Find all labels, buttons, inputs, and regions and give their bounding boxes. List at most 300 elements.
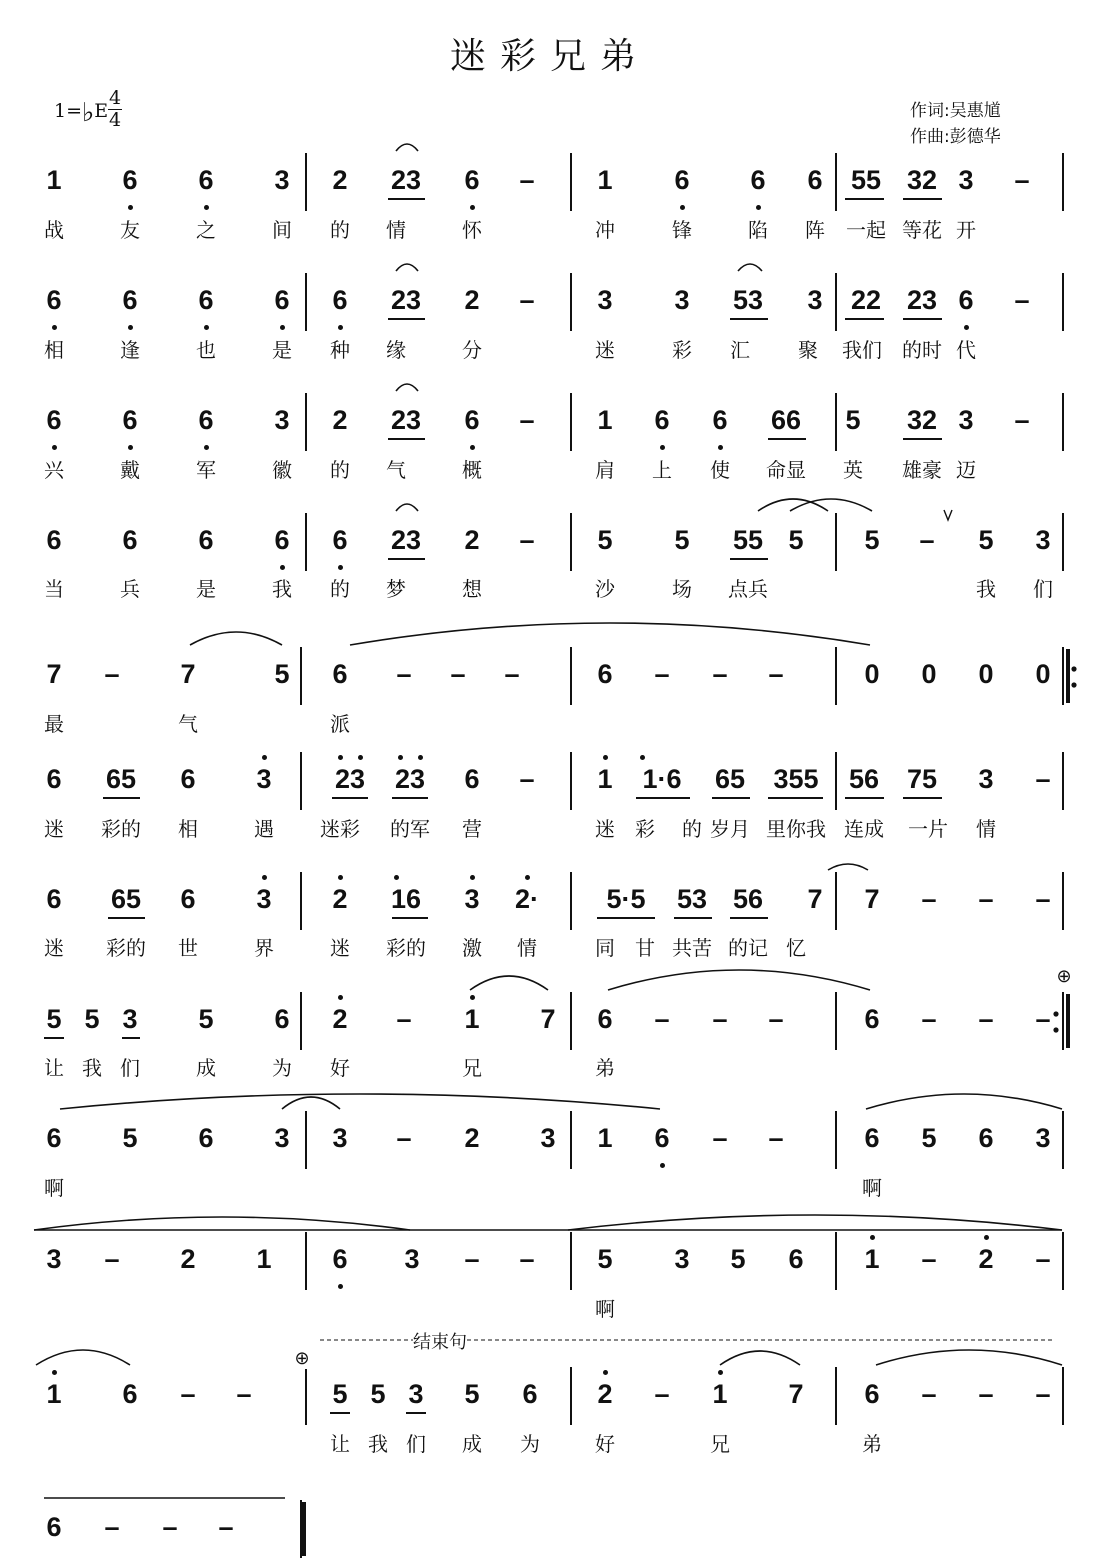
lyric-syllable: 缘 bbox=[386, 338, 406, 362]
lyric-syllable: 成 bbox=[462, 1432, 482, 1456]
repeat-dot bbox=[1071, 666, 1076, 671]
note: 16 bbox=[390, 884, 422, 914]
lyric-syllable: 怀 bbox=[462, 218, 482, 242]
note: 2 bbox=[464, 285, 480, 315]
note: 6 bbox=[750, 165, 766, 195]
note: – bbox=[236, 1379, 252, 1409]
note: 1 bbox=[597, 764, 613, 794]
lyric-syllable: 的 bbox=[330, 577, 350, 601]
lyric-syllable: 点兵 bbox=[728, 577, 768, 601]
note: 32 bbox=[906, 165, 938, 195]
slur-arc bbox=[720, 1351, 800, 1365]
lyric-syllable: 共苦 bbox=[672, 936, 712, 960]
note: – bbox=[768, 659, 784, 689]
lyric-syllable: 气 bbox=[178, 712, 198, 736]
note: 1 bbox=[597, 165, 613, 195]
note: 6 bbox=[46, 405, 62, 435]
lyric-syllable: 友 bbox=[120, 218, 140, 242]
note: 65 bbox=[110, 884, 142, 914]
note: 6 bbox=[332, 659, 348, 689]
note: 6 bbox=[597, 1004, 613, 1034]
note: 5 bbox=[464, 1379, 480, 1409]
note: 3 bbox=[256, 884, 272, 914]
lyric-syllable: 等花 bbox=[902, 218, 942, 242]
note: 6 bbox=[122, 285, 138, 315]
lyric-syllable: 命显 bbox=[766, 458, 806, 482]
note: – bbox=[654, 1379, 670, 1409]
lyric-syllable: 上 bbox=[652, 458, 672, 482]
note: – bbox=[104, 1512, 120, 1542]
slur-arc bbox=[470, 976, 548, 990]
note: 6 bbox=[332, 525, 348, 555]
lyric-syllable: 的 bbox=[682, 817, 702, 841]
lyric-syllable: 同 bbox=[595, 936, 615, 960]
note: 2· bbox=[514, 884, 540, 914]
note: – bbox=[712, 1123, 728, 1153]
note: – bbox=[921, 1379, 937, 1409]
lyric-syllable: 军 bbox=[196, 458, 216, 482]
note: – bbox=[1035, 1379, 1051, 1409]
lyric-syllable: 们 bbox=[406, 1432, 426, 1456]
note: 6 bbox=[864, 1379, 880, 1409]
note: – bbox=[1014, 405, 1030, 435]
lyric-syllable: 啊 bbox=[595, 1297, 615, 1321]
note: 1 bbox=[46, 1379, 62, 1409]
note: 6 bbox=[864, 1123, 880, 1153]
note: 1·6 bbox=[642, 764, 682, 794]
note: 1 bbox=[46, 165, 62, 195]
note: 2 bbox=[332, 1004, 348, 1034]
note: 6 bbox=[332, 285, 348, 315]
lyric-syllable: 开 bbox=[956, 218, 976, 242]
note: 23 bbox=[334, 764, 366, 794]
slur-arc bbox=[36, 1350, 130, 1365]
note: 6 bbox=[180, 884, 196, 914]
lyric-syllable: 肩 bbox=[595, 458, 615, 482]
lyric-syllable: 是 bbox=[196, 577, 216, 601]
note: 3 bbox=[274, 405, 290, 435]
note: 3 bbox=[332, 1123, 348, 1153]
lyric-syllable: 兵 bbox=[120, 577, 140, 601]
note: 5 bbox=[730, 1244, 746, 1274]
note: 6 bbox=[46, 884, 62, 914]
lyric-syllable: 梦 bbox=[386, 577, 406, 601]
note: 32 bbox=[906, 405, 938, 435]
lyric-syllable: 兄 bbox=[462, 1056, 482, 1080]
lyric-syllable: 徽 bbox=[272, 458, 292, 482]
lyric-syllable: 让 bbox=[44, 1056, 64, 1080]
lyric-syllable: 分 bbox=[462, 338, 482, 362]
note: – bbox=[712, 659, 728, 689]
note: 6 bbox=[958, 285, 974, 315]
lyric-syllable: 的时 bbox=[902, 338, 942, 362]
note: 6 bbox=[274, 285, 290, 315]
lyric-syllable: 聚 bbox=[798, 338, 818, 362]
note: 2 bbox=[332, 405, 348, 435]
lyric-syllable: 啊 bbox=[862, 1176, 882, 1200]
note: 3 bbox=[540, 1123, 556, 1153]
lyric-syllable: 里你我 bbox=[766, 817, 826, 841]
note: – bbox=[464, 1244, 480, 1274]
lyric-syllable: 一片 bbox=[908, 817, 948, 841]
note: 2 bbox=[332, 165, 348, 195]
note: 5 bbox=[845, 405, 861, 435]
note: – bbox=[104, 1244, 120, 1274]
note: 1 bbox=[597, 405, 613, 435]
lyric-syllable: 情 bbox=[386, 218, 406, 242]
note: – bbox=[519, 165, 535, 195]
note: – bbox=[712, 1004, 728, 1034]
note: 6 bbox=[198, 525, 214, 555]
lyric-syllable: 间 bbox=[272, 218, 292, 242]
note: – bbox=[180, 1379, 196, 1409]
note: 3 bbox=[274, 1123, 290, 1153]
slur-arc bbox=[350, 623, 870, 645]
lyric-syllable: 的 bbox=[330, 458, 350, 482]
note: 55 bbox=[732, 525, 764, 555]
slur-arc bbox=[396, 144, 418, 151]
coda-sign: ⊕ bbox=[294, 1348, 310, 1369]
lyric-syllable: 界 bbox=[254, 936, 274, 960]
lyric-syllable: 代 bbox=[956, 338, 976, 362]
slur-arc bbox=[738, 264, 762, 271]
note: 6 bbox=[122, 525, 138, 555]
note: 3 bbox=[404, 1244, 420, 1274]
note: 7 bbox=[180, 659, 196, 689]
note: 6 bbox=[654, 405, 670, 435]
lyric-syllable: 营 bbox=[462, 817, 482, 841]
note: – bbox=[218, 1512, 234, 1542]
note: 3 bbox=[674, 285, 690, 315]
note: 5 bbox=[597, 1244, 613, 1274]
note: 6 bbox=[198, 285, 214, 315]
note: 2 bbox=[180, 1244, 196, 1274]
lyric-syllable: 迷彩 bbox=[320, 817, 360, 841]
note: 0 bbox=[864, 659, 880, 689]
lyric-syllable: 我 bbox=[82, 1056, 102, 1080]
note: 2 bbox=[464, 525, 480, 555]
note: 6 bbox=[198, 1123, 214, 1153]
key-signature: 1=♭E bbox=[54, 98, 109, 128]
note: 5 bbox=[46, 1004, 62, 1034]
slur-arc bbox=[34, 1217, 410, 1230]
lyric-syllable: 好 bbox=[595, 1432, 615, 1456]
note: 6 bbox=[464, 165, 480, 195]
note: 5 bbox=[674, 525, 690, 555]
lyric-syllable: 战 bbox=[44, 218, 64, 242]
note: 2 bbox=[597, 1379, 613, 1409]
lyric-syllable: 啊 bbox=[44, 1176, 64, 1200]
lyric-syllable: 成 bbox=[196, 1056, 216, 1080]
note: 2 bbox=[978, 1244, 994, 1274]
note: 5 bbox=[788, 525, 804, 555]
note: 6 bbox=[46, 1512, 62, 1542]
note: 2 bbox=[464, 1123, 480, 1153]
note: 3 bbox=[256, 764, 272, 794]
note: – bbox=[519, 764, 535, 794]
lyric-syllable: 冲 bbox=[595, 218, 615, 242]
note: – bbox=[396, 659, 412, 689]
note: 6 bbox=[122, 1379, 138, 1409]
lyric-syllable: 当 bbox=[44, 577, 64, 601]
note: 3 bbox=[46, 1244, 62, 1274]
lyric-syllable: 沙 bbox=[595, 577, 615, 601]
composer-credit: 作曲:彭德华 bbox=[910, 127, 1001, 147]
lyric-syllable: 场 bbox=[672, 577, 692, 601]
breath-mark bbox=[944, 510, 952, 520]
note: 6 bbox=[46, 1123, 62, 1153]
slur-arc bbox=[396, 384, 418, 391]
note: 6 bbox=[807, 165, 823, 195]
note: – bbox=[519, 285, 535, 315]
note: – bbox=[978, 1379, 994, 1409]
note: – bbox=[450, 659, 466, 689]
coda-sign: ⊕ bbox=[1056, 966, 1072, 987]
note: 6 bbox=[198, 405, 214, 435]
note: 75 bbox=[906, 764, 938, 794]
note: 5 bbox=[274, 659, 290, 689]
lyric-syllable: 世 bbox=[178, 936, 198, 960]
note: 23 bbox=[390, 525, 422, 555]
note: 1 bbox=[464, 1004, 480, 1034]
note: 65 bbox=[714, 764, 746, 794]
note: 5 bbox=[84, 1004, 100, 1034]
note: 6 bbox=[122, 165, 138, 195]
note: 1 bbox=[864, 1244, 880, 1274]
lyric-syllable: 迷 bbox=[595, 817, 615, 841]
lyric-syllable: 的 bbox=[330, 218, 350, 242]
note: 6 bbox=[274, 525, 290, 555]
lyric-syllable: 迷 bbox=[44, 936, 64, 960]
note: 6 bbox=[978, 1123, 994, 1153]
lyric-syllable: 阵 bbox=[805, 218, 825, 242]
note: 56 bbox=[848, 764, 880, 794]
note: – bbox=[104, 659, 120, 689]
note: – bbox=[1035, 1244, 1051, 1274]
lyric-syllable: 的军 bbox=[390, 817, 430, 841]
note: 53 bbox=[732, 285, 764, 315]
lyric-syllable: 彩 bbox=[672, 338, 692, 362]
lyric-syllable: 彩的 bbox=[101, 817, 141, 841]
lyric-syllable: 彩的 bbox=[106, 936, 146, 960]
note: 3 bbox=[122, 1004, 138, 1034]
lyric-syllable: 气 bbox=[386, 458, 406, 482]
note: 3 bbox=[674, 1244, 690, 1274]
note: 355 bbox=[773, 764, 819, 794]
lyric-syllable: 兴 bbox=[44, 458, 64, 482]
note: 3 bbox=[958, 405, 974, 435]
slur-arc bbox=[396, 504, 418, 511]
note: 3 bbox=[978, 764, 994, 794]
note: 6 bbox=[180, 764, 196, 794]
lyric-syllable: 是 bbox=[272, 338, 292, 362]
lyric-syllable: 我 bbox=[368, 1432, 388, 1456]
lyric-syllable: 甘 bbox=[635, 936, 655, 960]
note: 6 bbox=[46, 764, 62, 794]
lyric-syllable: 迷 bbox=[330, 936, 350, 960]
note: 3 bbox=[1035, 525, 1051, 555]
note: – bbox=[396, 1004, 412, 1034]
note: – bbox=[504, 659, 520, 689]
note: – bbox=[1035, 884, 1051, 914]
note: – bbox=[978, 884, 994, 914]
lyric-syllable: 迷 bbox=[44, 817, 64, 841]
note: 1 bbox=[256, 1244, 272, 1274]
note: 5 bbox=[864, 525, 880, 555]
note: – bbox=[921, 1244, 937, 1274]
note: 6 bbox=[674, 165, 690, 195]
lyric-syllable: 相 bbox=[44, 338, 64, 362]
note: 6 bbox=[46, 285, 62, 315]
note: 6 bbox=[597, 659, 613, 689]
note: 5 bbox=[370, 1379, 386, 1409]
note: 5·5 bbox=[606, 884, 646, 914]
slur-arc bbox=[790, 499, 872, 511]
lyric-syllable: 派 bbox=[330, 712, 350, 736]
note: – bbox=[162, 1512, 178, 1542]
note: – bbox=[768, 1123, 784, 1153]
note: 6 bbox=[122, 405, 138, 435]
note: – bbox=[978, 1004, 994, 1034]
note: – bbox=[768, 1004, 784, 1034]
lyric-syllable: 一起 bbox=[846, 218, 886, 242]
lyric-syllable: 我 bbox=[976, 577, 996, 601]
lyric-syllable: 弟 bbox=[595, 1056, 615, 1080]
lyric-syllable: 逢 bbox=[120, 338, 140, 362]
lyric-syllable: 使 bbox=[710, 458, 730, 482]
note: 3 bbox=[274, 165, 290, 195]
ending-label: 结束句 bbox=[413, 1328, 467, 1354]
lyric-syllable: 陷 bbox=[748, 218, 768, 242]
note: – bbox=[654, 659, 670, 689]
lyric-syllable: 迷 bbox=[595, 338, 615, 362]
note: 6 bbox=[522, 1379, 538, 1409]
note: 7 bbox=[864, 884, 880, 914]
note: 3 bbox=[464, 884, 480, 914]
lyric-syllable: 彩的 bbox=[386, 936, 426, 960]
lyric-syllable: 连成 bbox=[844, 817, 884, 841]
note: – bbox=[1014, 285, 1030, 315]
note: 1 bbox=[712, 1379, 728, 1409]
lyric-syllable: 岁月 bbox=[710, 817, 750, 841]
note: – bbox=[519, 405, 535, 435]
note: 5 bbox=[122, 1123, 138, 1153]
slur-arc bbox=[876, 1350, 1062, 1365]
lyric-syllable: 戴 bbox=[120, 458, 140, 482]
lyric-syllable: 也 bbox=[196, 338, 216, 362]
lyric-syllable: 情 bbox=[976, 817, 996, 841]
lyric-syllable: 相 bbox=[178, 817, 198, 841]
note: 6 bbox=[464, 405, 480, 435]
slur-arc bbox=[866, 1094, 1062, 1109]
repeat-dot bbox=[1071, 682, 1076, 687]
note: 7 bbox=[807, 884, 823, 914]
note: 3 bbox=[597, 285, 613, 315]
slur-arc bbox=[282, 1097, 340, 1109]
note: – bbox=[1035, 764, 1051, 794]
note: 6 bbox=[274, 1004, 290, 1034]
note: – bbox=[1035, 1004, 1051, 1034]
note: 23 bbox=[390, 165, 422, 195]
slur-arc bbox=[608, 970, 870, 990]
note: 6 bbox=[198, 165, 214, 195]
lyric-syllable: 之 bbox=[196, 218, 216, 242]
lyric-syllable: 的记 bbox=[728, 936, 768, 960]
lyric-syllable: 弟 bbox=[862, 1432, 882, 1456]
note: – bbox=[654, 1004, 670, 1034]
slur-arc bbox=[190, 632, 282, 645]
note: 3 bbox=[958, 165, 974, 195]
note: 6 bbox=[654, 1123, 670, 1153]
lyric-syllable: 锋 bbox=[672, 218, 692, 242]
note: 7 bbox=[788, 1379, 804, 1409]
lyric-syllable: 我们 bbox=[842, 338, 882, 362]
note: 6 bbox=[864, 1004, 880, 1034]
repeat-dot bbox=[1053, 1011, 1058, 1016]
note: 53 bbox=[676, 884, 708, 914]
lyric-syllable: 迈 bbox=[956, 458, 976, 482]
note: 3 bbox=[408, 1379, 424, 1409]
flat-sign: ♭ bbox=[82, 98, 95, 128]
lyric-syllable: 概 bbox=[462, 458, 482, 482]
repeat-dot bbox=[1053, 1027, 1058, 1032]
note: 6 bbox=[332, 1244, 348, 1274]
note: 5 bbox=[597, 525, 613, 555]
song-title: 迷彩兄弟 bbox=[449, 36, 650, 77]
lyric-syllable: 兄 bbox=[710, 1432, 730, 1456]
note: 3 bbox=[1035, 1123, 1051, 1153]
note: 5 bbox=[978, 525, 994, 555]
note: – bbox=[921, 1004, 937, 1034]
note: 5 bbox=[332, 1379, 348, 1409]
note: 65 bbox=[105, 764, 137, 794]
lyric-syllable: 最 bbox=[44, 712, 64, 736]
note: 6 bbox=[712, 405, 728, 435]
lyric-syllable: 想 bbox=[462, 577, 482, 601]
note: – bbox=[519, 1244, 535, 1274]
note: – bbox=[519, 525, 535, 555]
note: 22 bbox=[850, 285, 882, 315]
lyric-syllable: 忆 bbox=[786, 936, 806, 960]
slur-arc bbox=[60, 1094, 660, 1109]
note: 1 bbox=[597, 1123, 613, 1153]
lyricist-credit: 作词:吴惠馗 bbox=[910, 101, 1001, 121]
note: 23 bbox=[390, 285, 422, 315]
lyric-syllable: 为 bbox=[272, 1056, 292, 1080]
note: 6 bbox=[788, 1244, 804, 1274]
note: 7 bbox=[540, 1004, 556, 1034]
note: 55 bbox=[850, 165, 882, 195]
note: 0 bbox=[1035, 659, 1051, 689]
note: 2 bbox=[332, 884, 348, 914]
note: 56 bbox=[732, 884, 764, 914]
lyric-syllable: 种 bbox=[330, 338, 350, 362]
note: 6 bbox=[464, 764, 480, 794]
note: 3 bbox=[807, 285, 823, 315]
note: – bbox=[919, 525, 935, 555]
lyric-syllable: 雄豪 bbox=[902, 458, 942, 482]
lyric-syllable: 让 bbox=[330, 1432, 350, 1456]
note: 0 bbox=[978, 659, 994, 689]
slur-arc bbox=[828, 864, 868, 870]
note: 23 bbox=[394, 764, 426, 794]
lyric-syllable: 为 bbox=[520, 1432, 540, 1456]
lyric-syllable: 们 bbox=[120, 1056, 140, 1080]
note: 6 bbox=[46, 525, 62, 555]
lyric-syllable: 遇 bbox=[254, 817, 274, 841]
note: 23 bbox=[390, 405, 422, 435]
lyric-syllable: 彩 bbox=[635, 817, 655, 841]
